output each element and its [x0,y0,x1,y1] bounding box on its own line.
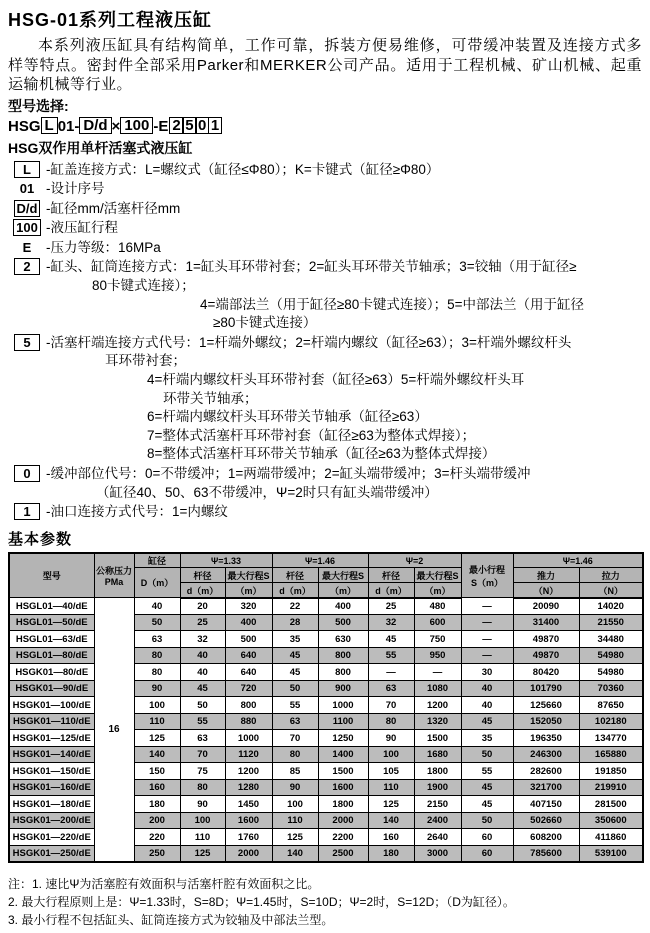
value-cell: 50 [272,680,318,697]
col-header-psi133: Ψ=1.33 [180,553,272,568]
model-description: HSG双作用单杆活塞式液压缸 [8,139,193,156]
value-cell: 40 [134,598,180,615]
model-cell: HSGK01—80/dE [9,664,94,681]
model-code-times: × [111,117,121,135]
value-cell: 105 [368,763,414,780]
model-cell: HSGL01—63/dE [9,631,94,648]
value-cell: 50 [461,746,513,763]
legend-entry [8,503,642,522]
col-header-stroke-133: 最大行程S [225,568,272,583]
legend-text [46,503,642,522]
note-line-3: 3. 最小行程不包括缸头、缸筒连接方式为铰轴及中部法兰型。 [8,912,334,927]
notes [8,875,642,929]
model-code-e: -E [153,117,169,135]
value-cell: 100 [272,796,318,813]
value-cell: 1600 [318,779,368,796]
value-cell: 191850 [579,763,643,780]
value-cell: 140 [272,845,318,862]
value-cell: 100 [180,812,225,829]
value-cell: 87650 [579,697,643,714]
value-cell: 80 [368,713,414,730]
value-cell: 40 [461,680,513,697]
legend-entry [8,161,642,180]
value-cell: 785600 [513,845,579,862]
value-cell: 500 [318,614,368,631]
value-cell: 539100 [579,845,643,862]
legend-line: 4=端部法兰（用于缸径≥80卡键式连接）；5=中部法兰（用于缸径 [200,296,584,312]
value-cell: 407150 [513,796,579,813]
model-code-prefix: HSG [8,117,41,135]
value-cell: 2000 [318,812,368,829]
legend-line: -缓冲部位代号：0=不带缓冲；1=两端带缓冲；2=缸头端带缓冲；3=杆头端带缓冲 [46,466,531,481]
model-code-digit-3: 0 [195,117,209,134]
min-stroke-line1: 最小行程 [469,564,506,575]
legend-line: 6=杆端内螺纹杆头耳环带关节轴承（缸径≥63） [147,409,428,425]
value-cell: 1120 [225,746,272,763]
legend-line: ≥80卡键式连接） [213,315,317,331]
legend-text [46,239,642,258]
col-header-pull-unit: （N） [579,583,643,598]
value-cell: 31400 [513,614,579,631]
model-code-digit-1: 2 [169,117,183,134]
value-cell: 1000 [225,730,272,747]
value-cell: 35 [272,631,318,648]
value-cell: 125660 [513,697,579,714]
value-cell: 219910 [579,779,643,796]
value-cell: 1600 [225,812,272,829]
value-cell: 1500 [318,763,368,780]
value-cell: 90 [368,730,414,747]
model-cell: HSGK01—125/dE [9,730,94,747]
value-cell: 1500 [414,730,461,747]
legend-line: 耳环带衬套； [105,353,186,369]
value-cell: 950 [414,647,461,664]
value-cell: 55 [272,697,318,714]
value-cell: 35 [461,730,513,747]
legend-list [8,161,642,522]
params-table [8,552,644,863]
value-cell: 246300 [513,746,579,763]
value-cell: 49870 [513,647,579,664]
value-cell: 180 [368,845,414,862]
col-header-stroke-unit-146: （m） [318,583,368,598]
legend-line: -缸头、缸筒连接方式：1=缸头耳环带衬套；2=缸头耳环带关节轴承；3=铰轴（用于缸径≥ [46,259,577,275]
value-cell: 70 [180,746,225,763]
value-cell: 1250 [318,730,368,747]
note-line-1: 注：1. 速比Ψ为活塞腔有效面积与活塞杆腔有效面积之比。 [8,876,320,891]
value-cell: 281500 [579,796,643,813]
col-header-psi146-force: Ψ=1.46 [513,553,643,568]
value-cell: 152050 [513,713,579,730]
value-cell: 750 [414,631,461,648]
pressure-label-line1: 公称压力 [95,566,132,577]
value-cell: 70360 [579,680,643,697]
col-header-push: 推力 [513,568,579,583]
col-header-stroke-146: 最大行程S [318,568,368,583]
value-cell: 40 [461,697,513,714]
legend-line: （缸径40、50、63不带缓冲，Ψ=2时只有缸头端带缓冲） [96,484,438,500]
value-cell: 2200 [318,829,368,846]
value-cell: 14020 [579,598,643,615]
value-cell: 1200 [414,697,461,714]
legend-line: 环带关节轴承； [163,390,258,406]
value-cell: 20090 [513,598,579,615]
value-cell: 110 [272,812,318,829]
legend-code-box: D/d [8,200,46,219]
legend-line: -设计序号 [46,181,105,197]
value-cell: 80 [272,746,318,763]
legend-text [46,258,642,332]
value-cell: 1800 [318,796,368,813]
value-cell: 1760 [225,829,272,846]
value-cell: 502660 [513,812,579,829]
model-code [8,117,642,137]
col-header-min-stroke [461,553,513,598]
model-cell: HSGL01—80/dE [9,647,94,664]
value-cell: 125 [272,829,318,846]
value-cell: 80 [180,779,225,796]
value-cell: 1800 [414,763,461,780]
value-cell: 165880 [579,746,643,763]
col-header-psi2: Ψ=2 [368,553,461,568]
value-cell: 600 [414,614,461,631]
value-cell: 75 [180,763,225,780]
note-line-2: 2. 最大行程原则上是：Ψ=1.33时，S=8D；Ψ=1.45时，S=10D；Ψ=2时，S=12D；（D为缸径）。 [8,894,515,909]
model-cell: HSGK01—250/dE [9,845,94,862]
intro-paragraph: 本系列液压缸具有结构简单，工作可靠，拆装方便易维修，可带缓冲装置及连接方式多样等特点。密封件全部采用Parker和MERKER公司产品。适用于工程机械、矿山机械、起重运输机械等行业。 [8,37,642,93]
legend-entry [8,180,642,199]
value-cell: 110 [134,713,180,730]
value-cell: 2000 [225,845,272,862]
value-cell: 180 [134,796,180,813]
value-cell: 2400 [414,812,461,829]
col-header-rod-unit-133: d（m） [180,583,225,598]
value-cell: 45 [461,796,513,813]
model-cell: HSGL01—50/dE [9,614,94,631]
pressure-label-line2: PMa [104,577,124,588]
col-header-psi146: Ψ=1.46 [272,553,368,568]
legend-entry [8,239,642,258]
value-cell: 1450 [225,796,272,813]
value-cell: 100 [134,697,180,714]
value-cell: 720 [225,680,272,697]
legend-code-box: 5 [8,334,46,464]
value-cell: 125 [368,796,414,813]
legend-entry [8,258,642,332]
legend-line: -压力等级：16MPa [46,239,161,255]
value-cell: 500 [225,631,272,648]
model-cell: HSGK01—90/dE [9,680,94,697]
value-cell: 90 [134,680,180,697]
value-cell: 49870 [513,631,579,648]
value-cell: 102180 [579,713,643,730]
value-cell: 110 [180,829,225,846]
col-header-rod-2: 杆径 [368,568,414,583]
value-cell: 70 [368,697,414,714]
legend-text [46,161,642,180]
value-cell: 1000 [318,697,368,714]
col-header-rod-unit-146: d（m） [272,583,318,598]
value-cell: 90 [180,796,225,813]
legend-text [46,200,642,219]
legend-text [46,465,642,502]
value-cell: 125 [134,730,180,747]
value-cell: 1400 [318,746,368,763]
model-cell: HSGK01—180/dE [9,796,94,813]
col-header-pressure [94,553,134,598]
value-cell: 800 [225,697,272,714]
value-cell: 25 [180,614,225,631]
col-header-push-unit: （N） [513,583,579,598]
value-cell: 50 [461,812,513,829]
value-cell: 1280 [225,779,272,796]
value-cell: 282600 [513,763,579,780]
basic-params-title: 基本参数 [8,530,73,548]
pressure-value-cell: 16 [94,598,134,862]
value-cell: — [461,631,513,648]
value-cell: 125 [180,845,225,862]
value-cell: 134770 [579,730,643,747]
value-cell: 50 [134,614,180,631]
value-cell: 30 [461,664,513,681]
value-cell: — [414,664,461,681]
page-title: HSG-01系列工程液压缸 [8,10,213,30]
col-header-model: 型号 [9,553,94,598]
value-cell: 320 [225,598,272,615]
value-cell: — [461,598,513,615]
legend-entry [8,465,642,502]
value-cell: 400 [318,598,368,615]
value-cell: — [461,647,513,664]
value-cell: 55 [461,763,513,780]
value-cell: 63 [134,631,180,648]
min-stroke-line2: S（m） [471,577,504,588]
legend-line: 80卡键式连接）； [92,278,195,294]
value-cell: 21550 [579,614,643,631]
legend-line: 8=整体式活塞杆耳环带关节轴承（缸径≥63为整体式焊接） [147,446,496,462]
legend-code-box: L [8,161,46,180]
legend-code-box: 1 [8,503,46,522]
value-cell: 350600 [579,812,643,829]
value-cell: 40 [180,647,225,664]
value-cell: 640 [225,664,272,681]
value-cell: 140 [368,812,414,829]
model-code-digit-2: 5 [182,117,196,134]
value-cell: 1320 [414,713,461,730]
value-cell: 54980 [579,664,643,681]
value-cell: 45 [272,664,318,681]
legend-text [46,180,642,199]
value-cell: 63 [272,713,318,730]
legend-entry [8,219,642,238]
value-cell: 140 [134,746,180,763]
value-cell: 110 [368,779,414,796]
model-code-box-stroke: 100 [120,117,153,134]
value-cell: 2500 [318,845,368,862]
model-code-box-bore: D/d [79,117,111,134]
legend-code-box: 0 [8,465,46,502]
table-row [9,598,643,615]
col-header-stroke-unit-2: （m） [414,583,461,598]
legend-entry [8,200,642,219]
value-cell: 640 [225,647,272,664]
value-cell: 63 [180,730,225,747]
legend-line: -缸径mm/活塞杆径mm [46,200,181,216]
value-cell: 160 [368,829,414,846]
value-cell: 101790 [513,680,579,697]
value-cell: 2150 [414,796,461,813]
model-cell: HSGK01—150/dE [9,763,94,780]
value-cell: 85 [272,763,318,780]
model-cell: HSGL01—40/dE [9,598,94,615]
value-cell: 60 [461,845,513,862]
value-cell: 45 [368,631,414,648]
value-cell: 22 [272,598,318,615]
value-cell: 50 [180,697,225,714]
value-cell: 20 [180,598,225,615]
legend-line: -缸盖连接方式：L=螺纹式（缸径≤Φ80）；K=卡键式（缸径≥Φ80） [46,161,440,177]
value-cell: 28 [272,614,318,631]
value-cell: 80 [134,664,180,681]
value-cell: 34480 [579,631,643,648]
value-cell: 220 [134,829,180,846]
col-header-bore-unit: D（m） [134,568,180,598]
legend-code: 01 [19,181,35,197]
value-cell: 45 [272,647,318,664]
value-cell: 3000 [414,845,461,862]
value-cell: 25 [368,598,414,615]
value-cell: 1680 [414,746,461,763]
value-cell: 45 [461,779,513,796]
col-header-bore: 缸径 [134,553,180,568]
col-header-rod-146: 杆径 [272,568,318,583]
model-cell: HSGK01—140/dE [9,746,94,763]
legend-line: -活塞杆端连接方式代号：1=杆端外螺纹；2=杆端内螺纹（缸径≥63）；3=杆端外螺纹杆头 [46,334,572,350]
value-cell: 1900 [414,779,461,796]
value-cell: 32 [368,614,414,631]
col-header-pull: 拉力 [579,568,643,583]
value-cell: 100 [368,746,414,763]
legend-line: -油口连接方式代号：1=内螺纹 [46,504,228,520]
value-cell: 45 [180,680,225,697]
model-cell: HSGK01—110/dE [9,713,94,730]
value-cell: 80 [134,647,180,664]
value-cell: 400 [225,614,272,631]
value-cell: 200 [134,812,180,829]
value-cell: 321700 [513,779,579,796]
value-cell: 150 [134,763,180,780]
model-cell: HSGK01—160/dE [9,779,94,796]
value-cell: 40 [180,664,225,681]
value-cell: 1100 [318,713,368,730]
legend-text [46,334,642,464]
value-cell: 608200 [513,829,579,846]
value-cell: — [368,664,414,681]
col-header-stroke-unit-133: （m） [225,583,272,598]
col-header-rod-133: 杆径 [180,568,225,583]
value-cell: 70 [272,730,318,747]
legend-line: 4=杆端内螺纹杆头耳环带衬套（缸径≥63）5=杆端外螺纹杆头耳 [147,372,525,388]
model-cell: HSGK01—100/dE [9,697,94,714]
value-cell: 2640 [414,829,461,846]
value-cell: 1200 [225,763,272,780]
model-select-label: 型号选择: [8,97,69,114]
value-cell: 60 [461,829,513,846]
value-cell: 480 [414,598,461,615]
value-cell: 800 [318,664,368,681]
col-header-stroke-2: 最大行程S [414,568,461,583]
legend-text [46,219,642,238]
value-cell: 32 [180,631,225,648]
value-cell: 55 [180,713,225,730]
value-cell: 900 [318,680,368,697]
model-code-serial: 01- [57,117,80,135]
value-cell: 90 [272,779,318,796]
value-cell: 45 [461,713,513,730]
legend-line: 7=整体式活塞杆耳环带衬套（缸径≥63为整体式焊接）； [147,427,476,443]
legend-code-box: 2 [8,258,46,332]
model-code-box-cap: L [41,117,58,134]
legend-code: E [22,239,32,255]
value-cell: 160 [134,779,180,796]
value-cell: 54980 [579,647,643,664]
legend-line: -液压缸行程 [46,220,118,236]
col-header-rod-unit-2: d（m） [368,583,414,598]
params-table-head [9,553,643,598]
value-cell: 55 [368,647,414,664]
value-cell: 1080 [414,680,461,697]
value-cell: 250 [134,845,180,862]
value-cell: 630 [318,631,368,648]
model-code-digit-4: 1 [208,117,222,134]
model-cell: HSGK01—200/dE [9,812,94,829]
value-cell: 880 [225,713,272,730]
value-cell: 63 [368,680,414,697]
value-cell: 411860 [579,829,643,846]
model-cell: HSGK01—220/dE [9,829,94,846]
legend-code-box: 100 [8,219,46,238]
value-cell: 800 [318,647,368,664]
params-table-body [9,598,643,862]
value-cell: 196350 [513,730,579,747]
legend-entry [8,334,642,464]
value-cell: — [461,614,513,631]
value-cell: 80420 [513,664,579,681]
